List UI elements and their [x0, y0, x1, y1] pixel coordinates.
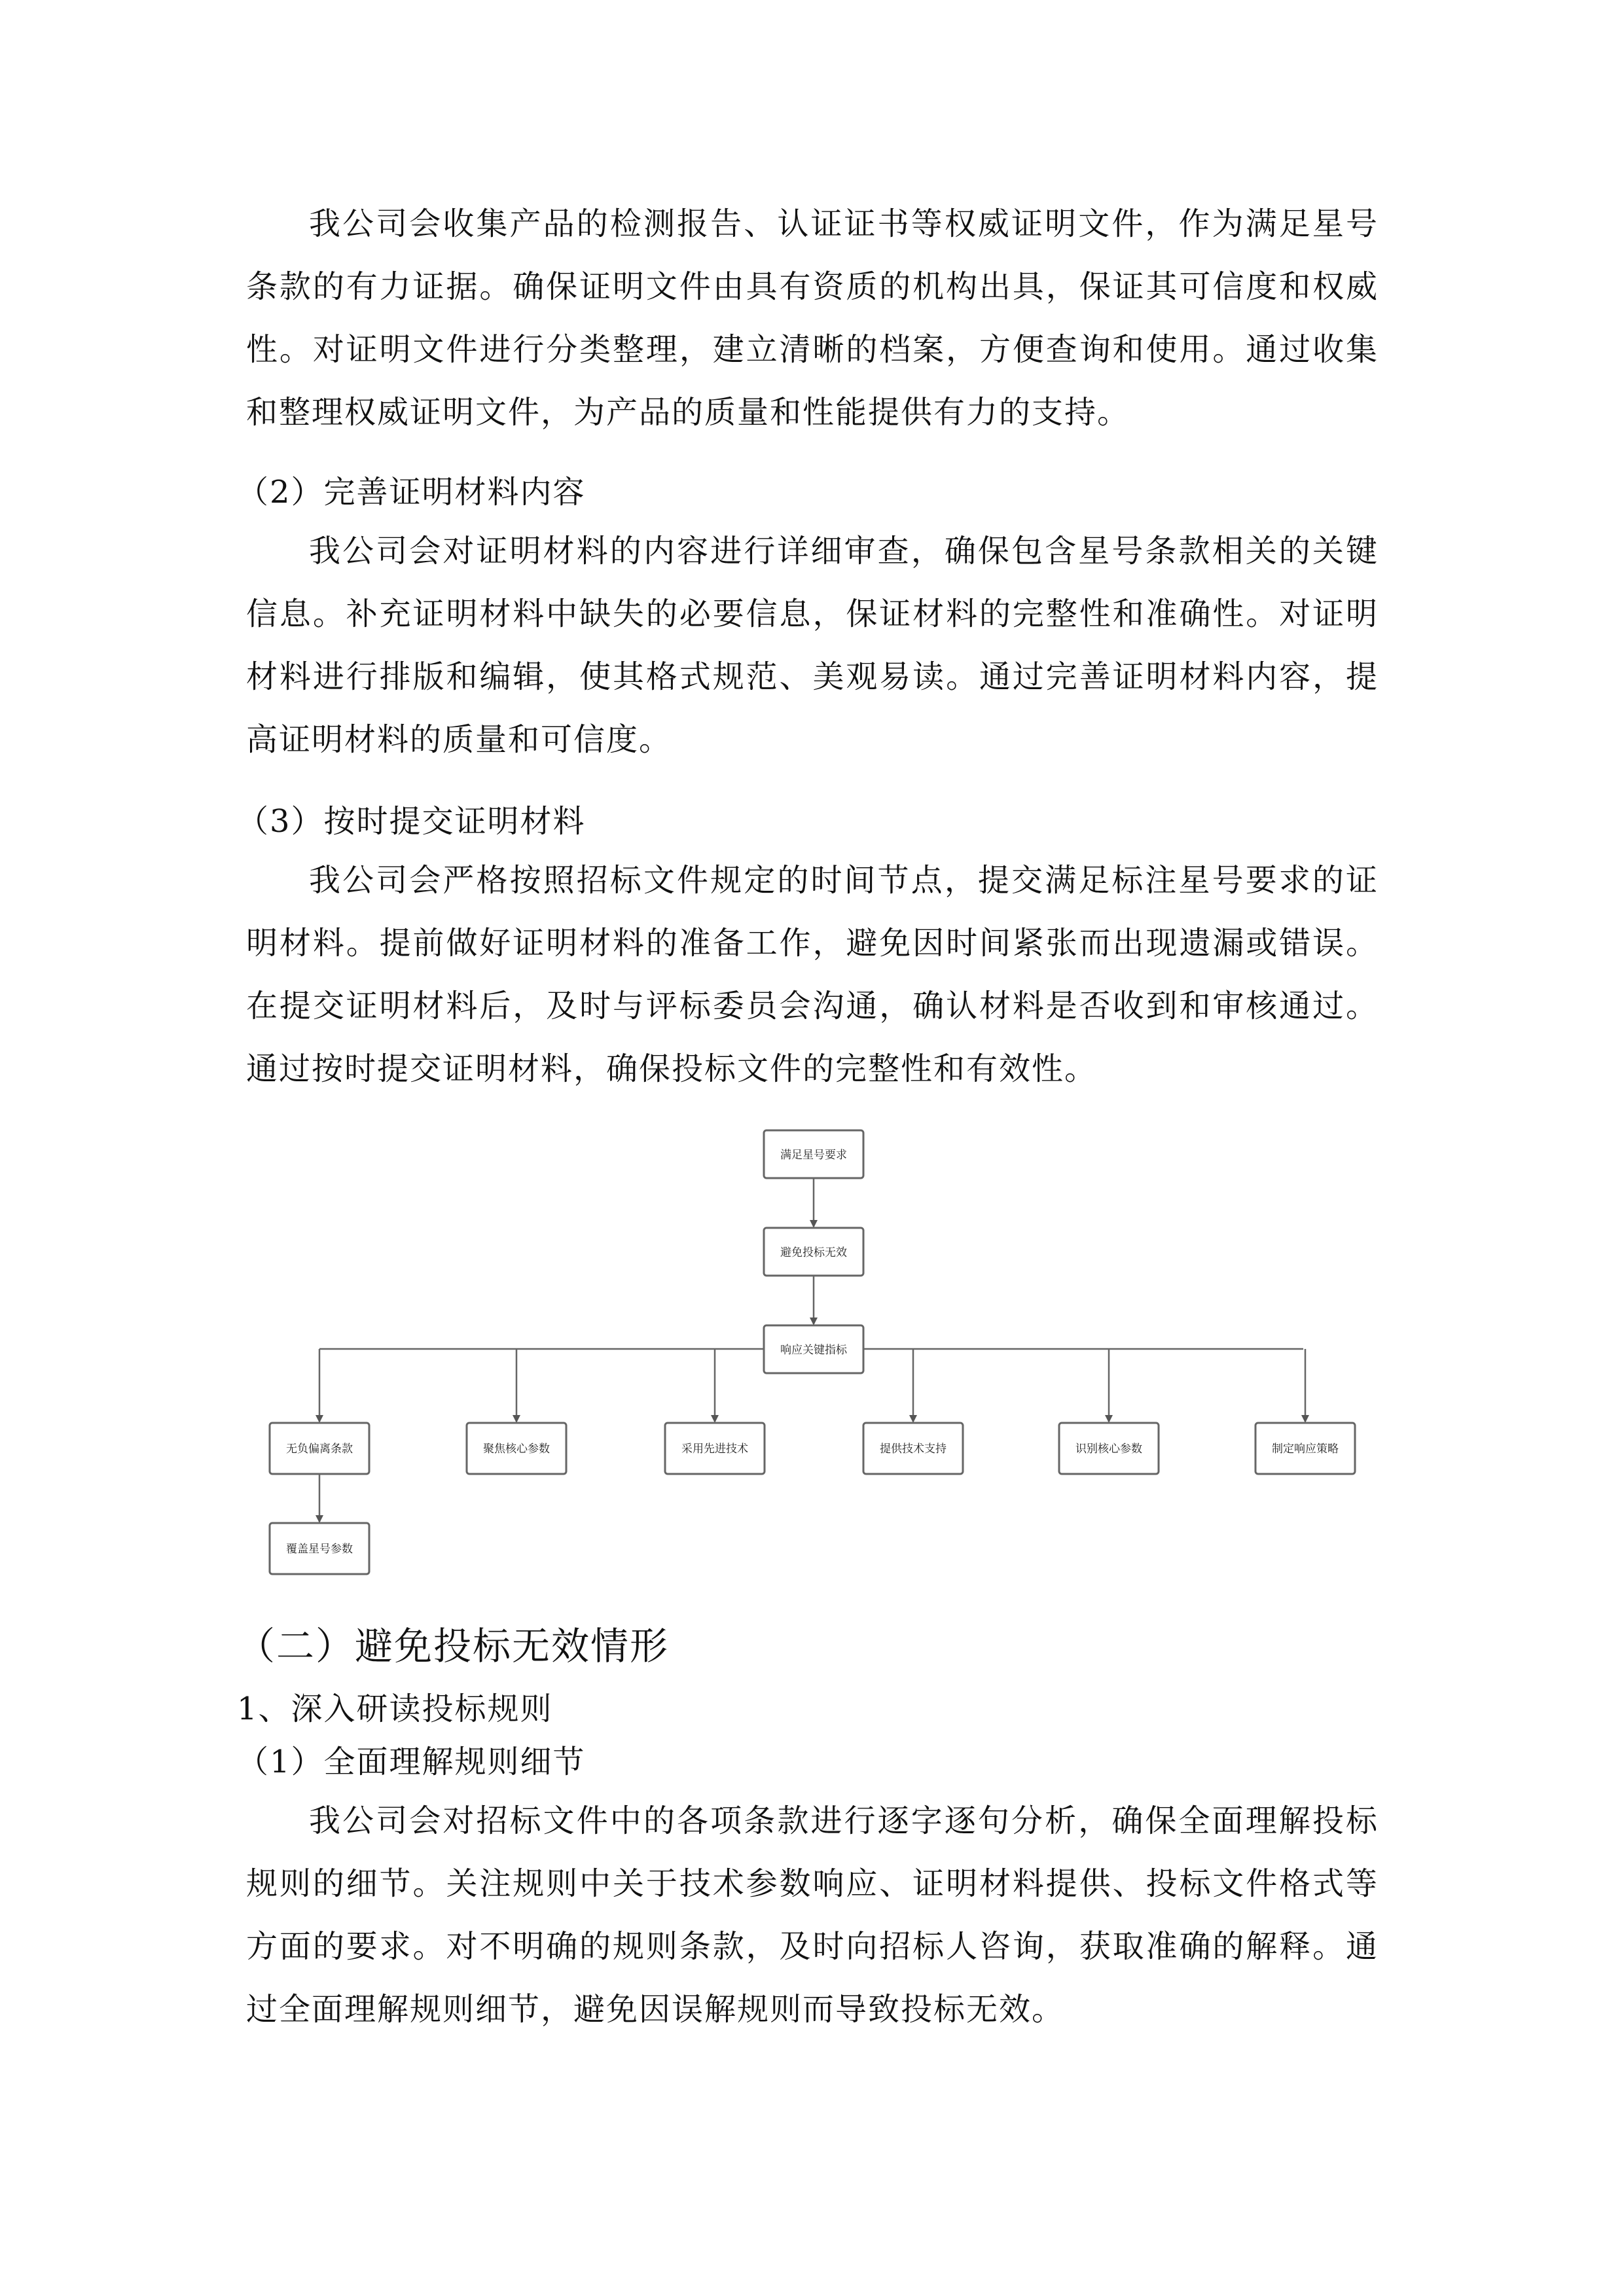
paragraph-understand-details: 我公司会对招标文件中的各项条款进行逐字逐句分析，确保全面理解投标规则的细节。关注规则中关于技术参数响应、证明材料提供、投标文件格式等方面的要求。对不明确的规则条款，及时向招标人咨询，获取准确的解释。通过全面理解规则细节，避免因误解规则而导致投标无效。 — [246, 1803, 1379, 2028]
node-second — [764, 1228, 863, 1276]
node-child-4 — [863, 1423, 963, 1474]
paragraph-submit-on-time: 我公司会严格按照招标文件规定的时间节点，提交满足标注星号要求的证明材料。提前做好证明材料的准备工作，避免因时间紧张而出现遗漏或错误。在提交证明材料后，及时与评标委员会沟通，确认材料是否收到和审核通过。通过按时提交证明材料，确保投标文件的完整性和有效性。 — [246, 862, 1379, 1087]
node-top — [764, 1130, 863, 1178]
paragraph-evidence-collection: 我公司会收集产品的检测报告、认证证书等权威证明文件，作为满足星号条款的有力证据。确保证明文件由具有资质的机构出具，保证其可信度和权威性。对证明文件进行分类整理，建立清晰的档案，方便查询和使用。通过收集和整理权威证明文件，为产品的质量和性能提供有力的支持。 — [246, 206, 1379, 431]
node-child-2 — [467, 1423, 566, 1474]
node-child-3-label: 采用先进技术 — [681, 1443, 748, 1456]
node-grandchild-label: 覆盖星号参数 — [286, 1543, 353, 1556]
node-child-2-label: 聚焦核心参数 — [483, 1443, 550, 1456]
node-child-6-label: 制定响应策略 — [1272, 1443, 1339, 1456]
subheading-understand-details: （1）全面理解规则细节 — [237, 1744, 586, 1780]
subheading-improve-materials: （2）完善证明材料内容 — [237, 474, 586, 511]
node-child-1 — [270, 1423, 369, 1474]
node-child-5 — [1059, 1423, 1159, 1474]
node-child-1-label: 无负偏离条款 — [286, 1443, 353, 1456]
node-grandchild — [270, 1523, 369, 1574]
paragraph-improve-materials: 我公司会对证明材料的内容进行详细审查，确保包含星号条款相关的关键信息。补充证明材料中缺失的必要信息，保证材料的完整性和准确性。对证明材料进行排版和编辑，使其格式规范、美观易读。通过完善证明材料内容，提高证明材料的质量和可信度。 — [246, 533, 1379, 758]
node-top-label: 满足星号要求 — [780, 1149, 847, 1162]
node-second-label: 避免投标无效 — [780, 1246, 847, 1259]
node-hub-label: 响应关键指标 — [780, 1344, 847, 1357]
section-heading-avoid-invalid-bid: （二）避免投标无效情形 — [237, 1624, 670, 1668]
node-child-6 — [1255, 1423, 1355, 1474]
subheading-study-rules: 1、深入研读投标规则 — [237, 1691, 553, 1727]
node-child-3 — [665, 1423, 765, 1474]
subheading-submit-on-time: （3）按时提交证明材料 — [237, 803, 586, 840]
node-child-5-label: 识别核心参数 — [1075, 1443, 1142, 1456]
node-hub — [764, 1325, 863, 1373]
node-child-4-label: 提供技术支持 — [880, 1443, 947, 1456]
